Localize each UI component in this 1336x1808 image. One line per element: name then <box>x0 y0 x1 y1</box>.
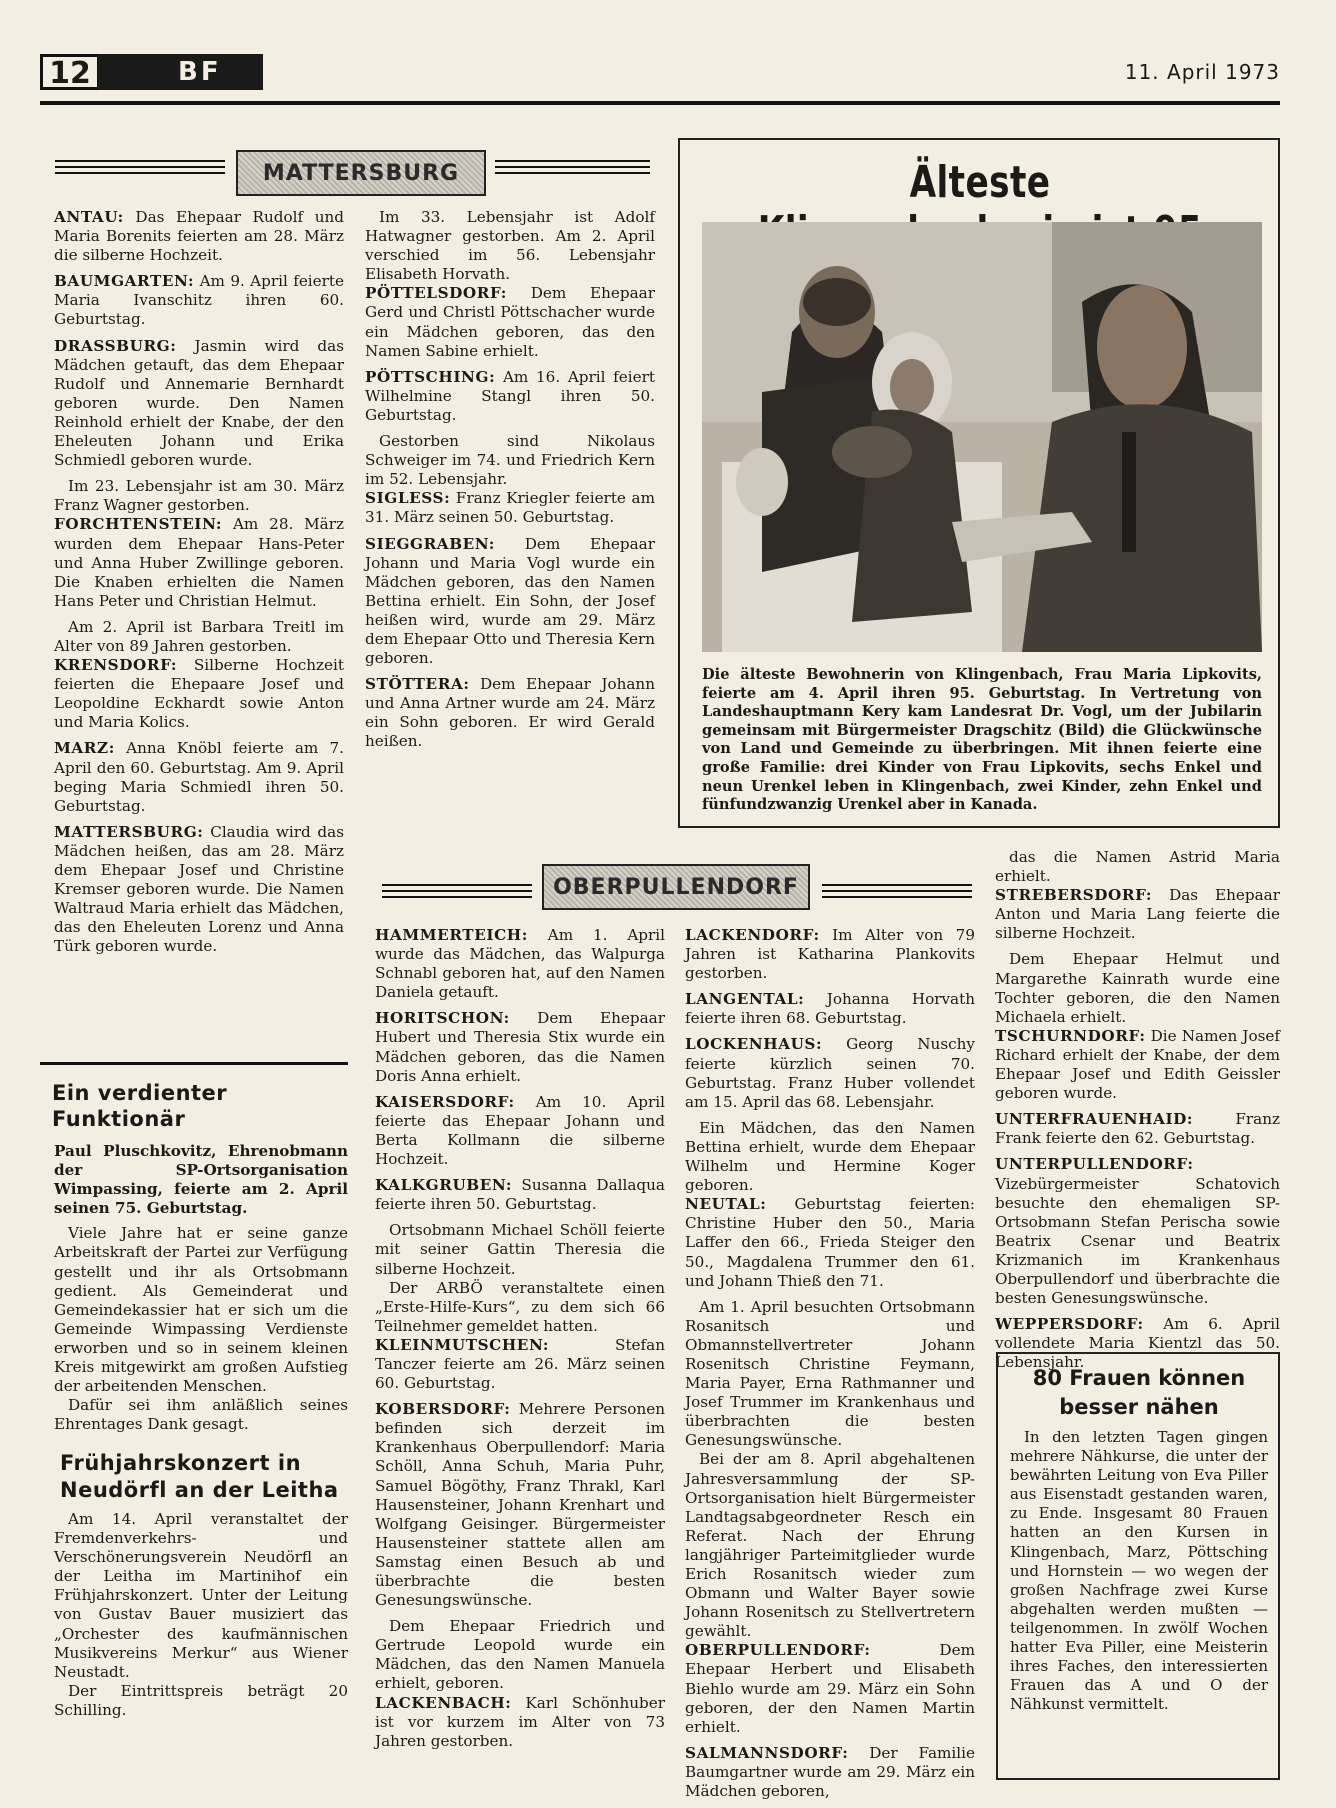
news-item <box>375 1176 665 1214</box>
item-text: Im 33. Lebensjahr ist Adolf Hatwagner gestorben. Am 2. April verschied im 56. Lebensjahr Elisabeth Horvath. <box>365 208 655 284</box>
place-name: SALMANNSDORF: <box>685 1743 849 1762</box>
item-text: Die Namen Josef Richard erhielt der Knabe, der dem Ehepaar Josef und Edith Geissler geboren wurde. <box>995 1026 1280 1103</box>
item-text: Anna Knöbl feierte am 7. April den 60. Geburtstag. Am 9. April beging Maria Schmiedl ihren 50. Geburtstag. <box>54 739 344 815</box>
funktionaer-body-1: Viele Jahre hat er seine ganze Arbeitskraft der Partei zur Verfügung gestellt und ihr als Ortsobmann gedient. Als Gemeinderat und Gemeindekassier hat er sich um die Gemeinde Wimpassing Verdienste erworben und so in seinem kleinen Kreis mitgewirkt am großen Aufstieg der arbeitenden Menschen. <box>54 1224 348 1396</box>
item-text: Dem Ehepaar Friedrich und Gertrude Leopold wurde ein Mädchen, das den Namen Manuela erhielt, geboren. <box>375 1617 665 1693</box>
news-item <box>375 926 665 1002</box>
place-name: TSCHURNDORF: <box>995 1026 1146 1045</box>
item-text: Gestorben sind Nikolaus Schweiger im 74. und Friedrich Kern im 52. Lebensjahr. <box>365 432 655 489</box>
place-name: LOCKENHAUS: <box>685 1035 823 1054</box>
news-item <box>685 1298 975 1451</box>
news-item <box>685 1450 975 1641</box>
item-text: Karl Schönhuber ist vor kurzem im Alter von 73 Jahren gestorben. <box>375 1693 665 1750</box>
news-item <box>54 515 344 610</box>
news-item <box>995 1027 1280 1103</box>
news-item <box>375 1694 665 1751</box>
item-text: Jasmin wird das Mädchen getauft, das dem Ehepaar Rudolf und Annemarie Bernhardt geboren wurde. Den Namen Reinhold erhielt der Knabe, der den Eheleuten Johann und Erika Schmiedl geboren wurde. <box>54 336 344 470</box>
oberpullendorf-rules-left <box>382 884 532 902</box>
konzert-headline: Frühjahrskonzert in Neudörfl an der Leitha <box>60 1451 339 1502</box>
funktionaer-lead: Paul Pluschkovitz, Ehrenobmann der SP-Ortsorganisation Wimpassing, feierte am 2. April seinen 75. Geburtstag. <box>54 1142 348 1218</box>
place-name: HAMMERTEICH: <box>375 926 528 944</box>
news-item <box>54 618 344 656</box>
place-name: STÖTTERA: <box>365 675 470 694</box>
place-name: MATTERSBURG: <box>54 822 204 841</box>
news-item <box>685 1195 975 1290</box>
article-konzert <box>40 1450 348 1720</box>
item-text: Bei der am 8. April abgehaltenen Jahresversammlung der SP-Ortsorganisation hielt Bürgermeister Landtagsabgeordneter Resch ein Referat. Nach der Ehrung langjähriger Parteimitglieder wurde Erich Rosanitsch wieder zum Obmann und Walter Bayer sowie Johann Rosenitsch zu Stellvertretern gewählt. <box>685 1450 975 1641</box>
item-text: Johanna Horvath feierte ihren 68. Geburtstag. <box>685 990 975 1028</box>
news-item <box>375 1009 665 1085</box>
news-item <box>685 926 975 983</box>
konzert-body-1: Am 14. April veranstaltet der Fremdenverkehrs- und Verschönerungsverein Neudörfl an der Leitha im Martinihof ein Frühjahrskonzert. Unter der Leitung von Gustav Bauer musiziert das „Orchester des kaufmännischen Musikvereins Merkur“ aus Wiener Neustadt. <box>54 1510 348 1681</box>
item-text: Am 1. April wurde das Mädchen, das Walpurga Schnabl geboren hat, auf den Namen Daniela getauft. <box>375 926 665 1002</box>
naehen-body: In den letzten Tagen gingen mehrere Nähkurse, die unter der bewährten Leitung von Eva Piller aus Eisenstadt gestanden waren, zu Ende. Insgesamt 80 Frauen hatten an den Kursen in Klingenbach, Marz, Pöttsching und Hornstein — wo wegen der großen Nachfrage zwei Kurse abgehalten werden mußten — teilgenommen. In zwölf Wochen hatter Eva Piller, eine Meisterin ihres Faches, den interessierten Frauen das A und O der Nähkunst vermittelt. <box>1010 1428 1268 1714</box>
item-text: Ortsobmann Michael Schöll feierte mit seiner Gattin Theresia die silberne Hochzeit. <box>375 1221 665 1278</box>
place-name: HORITSCHON: <box>375 1009 510 1028</box>
news-item <box>685 1744 975 1801</box>
news-item <box>995 950 1280 1026</box>
place-name: SIGLESS: <box>365 489 451 508</box>
news-item <box>995 848 1280 886</box>
item-text: Am 10. April feierte das Ehepaar Johann und Berta Kollmann die silberne Hochzeit. <box>375 1092 665 1169</box>
oberpullendorf-rules-right <box>822 884 972 902</box>
funktionaer-body-2: Dafür sei ihm anläßlich seines Ehrentages Dank gesagt. <box>54 1396 348 1434</box>
feature-caption: Die älteste Bewohnerin von Klingenbach, Frau Maria Lipkovits, feierte am 4. April ihren 95. Geburtstag. In Vertretung von Landeshauptmann Kery kam Landesrat Dr. Vogl, um der Jubilarin gemeinsam mit Bürgermeister Dragschitz (Bild) die Glückwünsche von Land und Gemeinde zu überbringen. Mit ihnen feierte eine große Familie: drei Kinder von Frau Lipkovits, sechs Enkel und neun Urenkel leben in Klingenbach, zwei Kinder, zehn Enkel und fünfundzwanzig Urenkel aber in Kanada. <box>702 666 1262 814</box>
mattersburg-rules-left <box>55 160 225 178</box>
item-text: Der Familie Baumgartner wurde am 29. März ein Mädchen geboren, <box>685 1743 975 1801</box>
article-funktionaer <box>40 1068 348 1434</box>
item-text: Im 23. Lebensjahr ist am 30. März Franz Wagner gestorben. <box>54 477 344 515</box>
news-item <box>54 823 344 957</box>
section-tag-label: BF <box>178 57 222 87</box>
item-text: Im Alter von 79 Jahren ist Katharina Plankovits gestorben. <box>685 926 975 983</box>
place-name: FORCHTENSTEIN: <box>54 515 223 534</box>
article-funktionaer-rule <box>40 1062 348 1065</box>
item-text: Silberne Hochzeit feierten die Ehepaare Josef und Leopoldine Eckhardt sowie Anton und Maria Kolics. <box>54 656 344 732</box>
item-text: Mehrere Personen befinden sich derzeit im Krankenhaus Oberpullendorf: Maria Schöll, Anna Schuh, Maria Puhr, Samuel Bögöthy, Franz Thrakl, Karl Hausensteiner, Johann Krenhart und Wolfgang Geisinger. Bürgermeister Hausensteiner stattete allen am Samstag einen Besuch ab und überbrachte die besten Genesungswünsche. <box>375 1400 665 1610</box>
news-item <box>365 208 655 284</box>
place-name: STREBERSDORF: <box>995 886 1153 905</box>
item-text: Am 2. April ist Barbara Treitl im Alter von 89 Jahren gestorben. <box>54 617 344 655</box>
mattersburg-column-2 <box>365 208 655 759</box>
oberpullendorf-column-2 <box>375 926 665 1758</box>
news-item <box>375 1093 665 1169</box>
place-name: UNTERPULLENDORF: <box>995 1155 1194 1174</box>
item-text: Am 28. März wurden dem Ehepaar Hans-Peter und Anna Huber Zwillinge geboren. Die Knaben erhielten die Namen Hans Peter und Christian Helmut. <box>54 515 344 610</box>
news-item <box>375 1336 665 1393</box>
section-tag <box>98 54 263 90</box>
item-text: Franz Frank feierte den 62. Geburtstag. <box>995 1110 1280 1148</box>
item-text: Georg Nuschy feierte kürzlich seinen 70. Geburtstag. Franz Huber vollendet am 15. April das 68. Lebensjahr. <box>685 1035 975 1111</box>
mattersburg-label: MATTERSBURG <box>262 160 460 186</box>
place-name: KRENSDORF: <box>54 656 178 675</box>
oberpullendorf-label-box <box>542 864 810 910</box>
place-name: KLEINMUTSCHEN: <box>375 1335 550 1354</box>
news-item <box>54 477 344 515</box>
feature-box <box>678 138 1280 828</box>
place-name: LACKENBACH: <box>375 1693 512 1712</box>
place-name: NEUTAL: <box>685 1195 767 1214</box>
news-item <box>685 990 975 1028</box>
news-item <box>54 272 344 329</box>
item-text: Ein Mädchen, das den Namen Bettina erhielt, wurde dem Ehepaar Wilhelm und Hermine Koger geboren. <box>685 1118 975 1195</box>
item-text: Am 9. April feierte Maria Ivanschitz ihren 60. Geburtstag. <box>54 272 344 329</box>
place-name: MARZ: <box>54 739 115 758</box>
item-text: Am 6. April vollendete Maria Kientzl das 50. Lebensjahr. <box>995 1315 1280 1372</box>
news-item <box>685 1119 975 1195</box>
place-name: LANGENTAL: <box>685 990 805 1009</box>
place-name: LACKENDORF: <box>685 926 820 944</box>
news-item <box>54 337 344 471</box>
place-name: SIEGGRABEN: <box>365 534 495 553</box>
place-name: PÖTTSCHING: <box>365 367 496 386</box>
item-text: Dem Ehepaar Helmut und Margarethe Kainrath wurde eine Tochter geboren, die den Namen Michaela erhielt. <box>995 950 1280 1026</box>
item-text: Das Ehepaar Anton und Maria Lang feierte die silberne Hochzeit. <box>995 886 1280 943</box>
news-item <box>365 284 655 360</box>
news-item <box>365 489 655 527</box>
oberpullendorf-column-4 <box>995 848 1280 1379</box>
news-item <box>995 1155 1280 1308</box>
news-item <box>365 535 655 669</box>
item-text: Claudia wird das Mädchen heißen, das am 28. März dem Ehepaar Josef und Christine Kremser geboren wurde. Die Namen Waltraud Maria erhielt das Mädchen, das den Eheleuten Lorenz und Anna Türk geboren wurde. <box>54 822 344 956</box>
item-text: Am 1. April besuchten Ortsobmann Rosanitsch und Obmannstellvertreter Johann Rosenitsch Christine Feymann, Maria Payer, Erna Rathmanner und Josef Trummer im Krankenhaus und überbrachten die besten Genesungswünsche. <box>685 1297 975 1450</box>
item-text: Vizebürgermeister Schatovich besuchte den ehemaligen SP-Ortsobmann Stefan Perischa sowie Beatrix Csenar und Beatrix Krizmanich im Krankenhaus Oberpullendorf und überbrachte die besten Genesungswünsche. <box>995 1174 1280 1308</box>
news-item <box>375 1221 665 1278</box>
photo-illustration <box>702 222 1262 652</box>
news-item <box>365 432 655 489</box>
feature-photo <box>702 222 1262 652</box>
header-rule <box>40 101 1280 105</box>
news-item <box>995 1110 1280 1148</box>
item-text: Franz Kriegler feierte am 31. März seinen 50. Geburtstag. <box>365 489 655 527</box>
article-naehen <box>996 1352 1280 1780</box>
page-number: 12 <box>40 54 100 90</box>
mattersburg-label-box <box>236 150 486 196</box>
news-item <box>375 1400 665 1610</box>
news-item <box>54 208 344 265</box>
place-name: KALKGRUBEN: <box>375 1176 513 1195</box>
item-text: Der ARBÖ veranstaltete einen „Erste-Hilfe-Kurs“, zu dem sich 66 Teilnehmer gemeldet hatten. <box>375 1278 665 1335</box>
oberpullendorf-label: OBERPULLENDORF <box>553 874 799 900</box>
funktionaer-headline: Ein verdienter Funktionär <box>52 1081 228 1131</box>
place-name: UNTERFRAUENHAID: <box>995 1110 1194 1129</box>
place-name: DRASSBURG: <box>54 336 177 355</box>
place-name: ANTAU: <box>54 208 124 226</box>
mattersburg-rules-right <box>495 160 650 178</box>
konzert-body-2: Der Eintrittspreis beträgt 20 Schilling. <box>54 1681 348 1719</box>
feature-headline: Älteste <box>909 157 1051 208</box>
place-name: PÖTTELSDORF: <box>365 284 508 303</box>
oberpullendorf-column-3 <box>685 926 975 1808</box>
place-name: OBERPULLENDORF: <box>685 1641 871 1660</box>
place-name: BAUMGARTEN: <box>54 272 195 291</box>
item-text: Dem Ehepaar Johann und Anna Artner wurde am 24. März ein Sohn geboren. Er wird Gerald heißen. <box>365 675 655 751</box>
news-item <box>375 1617 665 1693</box>
item-text: Stefan Tanczer feierte am 26. März seinen 60. Geburtstag. <box>375 1335 665 1393</box>
news-item <box>685 1035 975 1111</box>
issue-date: 11. April 1973 <box>1124 60 1280 84</box>
news-item <box>685 1641 975 1736</box>
news-item <box>365 368 655 425</box>
naehen-headline: 80 Frauen können besser nähen <box>1032 1366 1246 1419</box>
item-text: das die Namen Astrid Maria erhielt. <box>995 848 1280 886</box>
item-text: Dem Ehepaar Herbert und Elisabeth Biehlo wurde am 29. März ein Sohn geboren, der den Namen Martin erhielt. <box>685 1641 975 1736</box>
item-text: Das Ehepaar Rudolf und Maria Borenits feierten am 28. März die silberne Hochzeit. <box>54 208 344 265</box>
place-name: WEPPERSDORF: <box>995 1315 1144 1334</box>
mattersburg-column-1 <box>54 208 344 963</box>
item-text: Dem Ehepaar Hubert und Theresia Stix wurde ein Mädchen geboren, das die Namen Doris Anna erhielt. <box>375 1009 665 1085</box>
item-text: Dem Ehepaar Johann und Maria Vogl wurde ein Mädchen geboren, das den Namen Bettina erhielt. Ein Sohn, der Josef heißen wird, wurde am 29. März dem Ehepaar Otto und Theresia Kern geboren. <box>365 534 655 668</box>
place-name: KAISERSDORF: <box>375 1092 515 1111</box>
news-item <box>995 886 1280 943</box>
news-item <box>365 675 655 751</box>
place-name: KOBERSDORF: <box>375 1400 511 1419</box>
item-text: Dem Ehepaar Gerd und Christl Pöttschacher wurde ein Mädchen geboren, das den Namen Sabine erhielt. <box>365 284 655 360</box>
item-text: Susanna Dallaqua feierte ihren 50. Geburtstag. <box>375 1176 665 1214</box>
news-item <box>54 739 344 815</box>
news-item <box>54 656 344 732</box>
item-text: Geburtstag feierten: Christine Huber den 50., Maria Laffer den 66., Frieda Steiger den 50., Magdalena Trummer den 61. und Johann Thieß den 71. <box>685 1195 975 1290</box>
news-item <box>375 1279 665 1336</box>
item-text: Am 16. April feiert Wilhelmine Stangl ihren 50. Geburtstag. <box>365 367 655 424</box>
